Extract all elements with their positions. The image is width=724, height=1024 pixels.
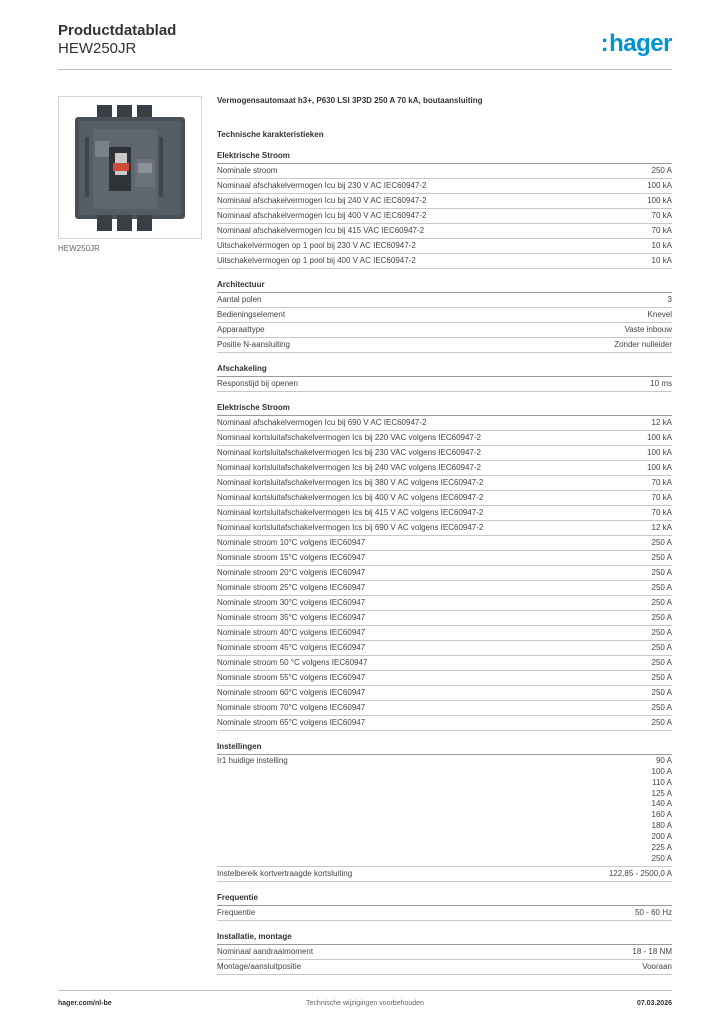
spec-value: 250 A xyxy=(651,688,672,697)
page-header xyxy=(58,22,672,70)
spec-value: 100 kA xyxy=(647,448,672,457)
spec-row xyxy=(217,164,672,179)
spec-label: Uitschakelvermogen op 1 pool bij 230 V AC IEC60947-2 xyxy=(217,241,416,250)
spec-value: 70 kA xyxy=(651,508,672,517)
logo-colon: : xyxy=(600,30,609,57)
spec-label: Positie N-aansluiting xyxy=(217,340,290,349)
footer-disclaimer: Technische wijzigingen voorbehouden xyxy=(306,1000,424,1007)
spec-value: 250 A xyxy=(651,673,672,682)
spec-value: 3 xyxy=(667,295,672,304)
spec-value: 90 A xyxy=(655,756,672,765)
spec-row xyxy=(217,671,672,686)
spec-value: 70 kA xyxy=(651,226,672,235)
spec-section xyxy=(217,893,672,921)
spec-value: 140 A xyxy=(651,799,672,809)
spec-label: Nominale stroom 30°C volgens IEC60947 xyxy=(217,598,366,607)
spec-row xyxy=(217,476,672,491)
spec-label: Nominale stroom 40°C volgens IEC60947 xyxy=(217,628,366,637)
spec-label: Nominaal kortsluitafschakelvermogen Ics bij 400 V AC volgens IEC60947-2 xyxy=(217,493,484,502)
technical-characteristics-title: Technische karakteristieken xyxy=(217,130,324,139)
spec-section xyxy=(217,403,672,731)
spec-row xyxy=(217,656,672,671)
spec-label: Aantal polen xyxy=(217,295,262,304)
spec-label: Nominale stroom 10°C volgens IEC60947 xyxy=(217,538,366,547)
spec-value: 100 kA xyxy=(647,196,672,205)
spec-value: 70 kA xyxy=(651,478,672,487)
spec-label: Nominaal afschakelvermogen Icu bij 230 V AC IEC60947-2 xyxy=(217,181,427,190)
spec-row xyxy=(217,446,672,461)
spec-value: 250 A xyxy=(651,703,672,712)
product-image xyxy=(58,96,202,239)
spec-label: Montage/aansluitpositie xyxy=(217,962,302,972)
spec-row xyxy=(217,224,672,239)
spec-value: Zonder nulleider xyxy=(614,340,672,349)
spec-label: Ir1 huidige instelling xyxy=(217,756,288,765)
spec-value: 180 A xyxy=(651,821,672,831)
spec-row xyxy=(217,506,672,521)
spec-section xyxy=(217,364,672,392)
spec-value: 160 A xyxy=(651,810,672,820)
spec-value: 250 A xyxy=(651,628,672,637)
spec-value: 200 A xyxy=(651,831,672,841)
spec-row xyxy=(217,536,672,551)
spec-label: Nominale stroom 70°C volgens IEC60947 xyxy=(217,703,366,712)
spec-label: Nominale stroom 65°C volgens IEC60947 xyxy=(217,718,366,727)
spec-row xyxy=(217,179,672,194)
spec-value: 250 A xyxy=(651,598,672,607)
spec-value: 10 ms xyxy=(650,379,672,388)
spec-row xyxy=(217,906,672,921)
spec-value: Knevel xyxy=(647,310,672,319)
section-title: Elektrische Stroom xyxy=(217,403,672,416)
spec-row xyxy=(217,323,672,338)
spec-label: Nominale stroom 15°C volgens IEC60947 xyxy=(217,553,366,562)
spec-row xyxy=(217,641,672,656)
spec-row xyxy=(217,239,672,254)
spec-value: 250 A xyxy=(651,568,672,577)
spec-row xyxy=(217,194,672,209)
spec-value: 125 A xyxy=(651,788,672,798)
spec-row xyxy=(217,867,672,882)
section-title: Elektrische Stroom xyxy=(217,151,672,164)
spec-value: 100 kA xyxy=(647,463,672,472)
spec-label: Apparaattype xyxy=(217,325,265,334)
spec-row xyxy=(217,308,672,323)
spec-label: Nominaal aandraaimoment xyxy=(217,947,314,957)
spec-value: 250 A xyxy=(651,538,672,547)
spec-label: Nominale stroom 55°C volgens IEC60947 xyxy=(217,673,366,682)
spec-row xyxy=(217,701,672,716)
spec-value: 100 A xyxy=(651,766,672,776)
spec-value: 250 A xyxy=(651,853,672,863)
section-title: Instellingen xyxy=(217,742,672,755)
spec-value: 70 kA xyxy=(651,211,672,220)
spec-row xyxy=(217,209,672,224)
spec-row xyxy=(217,338,672,353)
section-title: Installatie, montage xyxy=(217,932,672,945)
spec-label: Nominaal afschakelvermogen Icu bij 690 V AC IEC60947-2 xyxy=(217,418,427,427)
spec-label: Nominale stroom 20°C volgens IEC60947 xyxy=(217,568,366,577)
spec-row xyxy=(217,377,672,392)
spec-label: Nominaal kortsluitafschakelvermogen Ics bij 380 V AC volgens IEC60947-2 xyxy=(217,478,484,487)
section-title: Architectuur xyxy=(217,280,672,293)
spec-sections xyxy=(217,151,672,975)
logo-text: hager xyxy=(609,30,672,57)
spec-row xyxy=(217,566,672,581)
spec-value: 250 A xyxy=(651,643,672,652)
spec-value: 10 kA xyxy=(651,241,672,250)
spec-label: Uitschakelvermogen op 1 pool bij 400 V AC IEC60947-2 xyxy=(217,256,416,265)
document-title: Productdatablad xyxy=(58,22,177,39)
section-title: Afschakeling xyxy=(217,364,672,377)
spec-section xyxy=(217,280,672,353)
spec-value: Vooraan xyxy=(642,962,672,972)
spec-label: Nominaal afschakelvermogen Icu bij 240 V AC IEC60947-2 xyxy=(217,196,427,205)
spec-label: Nominale stroom 35°C volgens IEC60947 xyxy=(217,613,366,622)
spec-label: Nominaal kortsluitafschakelvermogen Ics bij 220 VAC volgens IEC60947-2 xyxy=(217,433,481,442)
spec-row xyxy=(217,416,672,431)
spec-row xyxy=(217,431,672,446)
spec-value: 110 A xyxy=(652,777,672,787)
spec-label: Nominale stroom xyxy=(217,166,278,175)
spec-value-list xyxy=(652,756,672,864)
spec-row xyxy=(217,596,672,611)
spec-section xyxy=(217,151,672,269)
spec-label: Nominale stroom 50 °C volgens IEC60947 xyxy=(217,658,368,667)
spec-label: Nominale stroom 45°C volgens IEC60947 xyxy=(217,643,366,652)
spec-value: 250 A xyxy=(651,613,672,622)
spec-value: 10 kA xyxy=(651,256,672,265)
spec-value: 70 kA xyxy=(651,493,672,502)
spec-row xyxy=(217,581,672,596)
spec-row xyxy=(217,521,672,536)
hager-logo xyxy=(601,30,672,58)
spec-label: Nominaal kortsluitafschakelvermogen Ics bij 690 V AC volgens IEC60947-2 xyxy=(217,523,484,532)
spec-value: 225 A xyxy=(651,842,672,852)
spec-value: 250 A xyxy=(651,553,672,562)
spec-value: 250 A xyxy=(651,718,672,727)
spec-label: Instelbereik kortvertraagde kortsluiting xyxy=(217,869,353,879)
spec-value: 50 - 60 Hz xyxy=(635,908,672,918)
spec-label: Nominale stroom 25°C volgens IEC60947 xyxy=(217,583,366,592)
spec-label: Responstijd bij openen xyxy=(217,379,298,388)
circuit-breaker-image xyxy=(59,97,201,238)
page-footer xyxy=(58,990,672,1014)
spec-row xyxy=(217,461,672,476)
spec-label: Nominaal afschakelvermogen Icu bij 400 V AC IEC60947-2 xyxy=(217,211,427,220)
spec-value: Vaste inbouw xyxy=(624,325,672,334)
spec-value: 12 kA xyxy=(651,523,672,532)
spec-row xyxy=(217,611,672,626)
spec-value: 12 kA xyxy=(651,418,672,427)
spec-label: Frequentie xyxy=(217,908,256,918)
spec-value: 100 kA xyxy=(647,433,672,442)
spec-row xyxy=(217,626,672,641)
specifications xyxy=(217,96,672,986)
spec-row xyxy=(217,491,672,506)
section-title: Frequentie xyxy=(217,893,672,906)
spec-row xyxy=(217,293,672,308)
spec-section xyxy=(217,742,672,882)
footer-date: 07.03.2026 xyxy=(636,1000,672,1007)
spec-value: 122,85 - 2500,0 A xyxy=(608,869,672,879)
product-image-caption: HEW250JR xyxy=(58,244,100,253)
spec-label: Nominaal kortsluitafschakelvermogen Ics bij 415 V AC volgens IEC60947-2 xyxy=(217,508,484,517)
product-code: HEW250JR xyxy=(58,40,137,57)
spec-value: 100 kA xyxy=(647,181,672,190)
spec-value: 18 - 18 NM xyxy=(632,947,672,957)
spec-value: 250 A xyxy=(651,583,672,592)
spec-label: Nominaal kortsluitafschakelvermogen Ics bij 240 VAC volgens IEC60947-2 xyxy=(217,463,481,472)
spec-row xyxy=(217,551,672,566)
spec-label: Nominale stroom 60°C volgens IEC60947 xyxy=(217,688,366,697)
product-description: Vermogensautomaat h3+, P630 LSI 3P3D 250 A 70 kA, boutaansluiting xyxy=(217,96,483,105)
spec-value: 250 A xyxy=(651,658,672,667)
spec-label: Nominaal afschakelvermogen Icu bij 415 VAC IEC60947-2 xyxy=(217,226,425,235)
spec-section xyxy=(217,932,672,975)
spec-row xyxy=(217,686,672,701)
spec-row xyxy=(217,945,672,960)
footer-website: hager.com/nl-be xyxy=(58,1000,112,1007)
spec-row xyxy=(217,755,672,867)
spec-label: Nominaal kortsluitafschakelvermogen Ics bij 230 VAC volgens IEC60947-2 xyxy=(217,448,481,457)
spec-value: 250 A xyxy=(651,166,672,175)
spec-label: Bedieningselement xyxy=(217,310,286,319)
spec-row xyxy=(217,960,672,975)
spec-row xyxy=(217,716,672,731)
spec-row xyxy=(217,254,672,269)
